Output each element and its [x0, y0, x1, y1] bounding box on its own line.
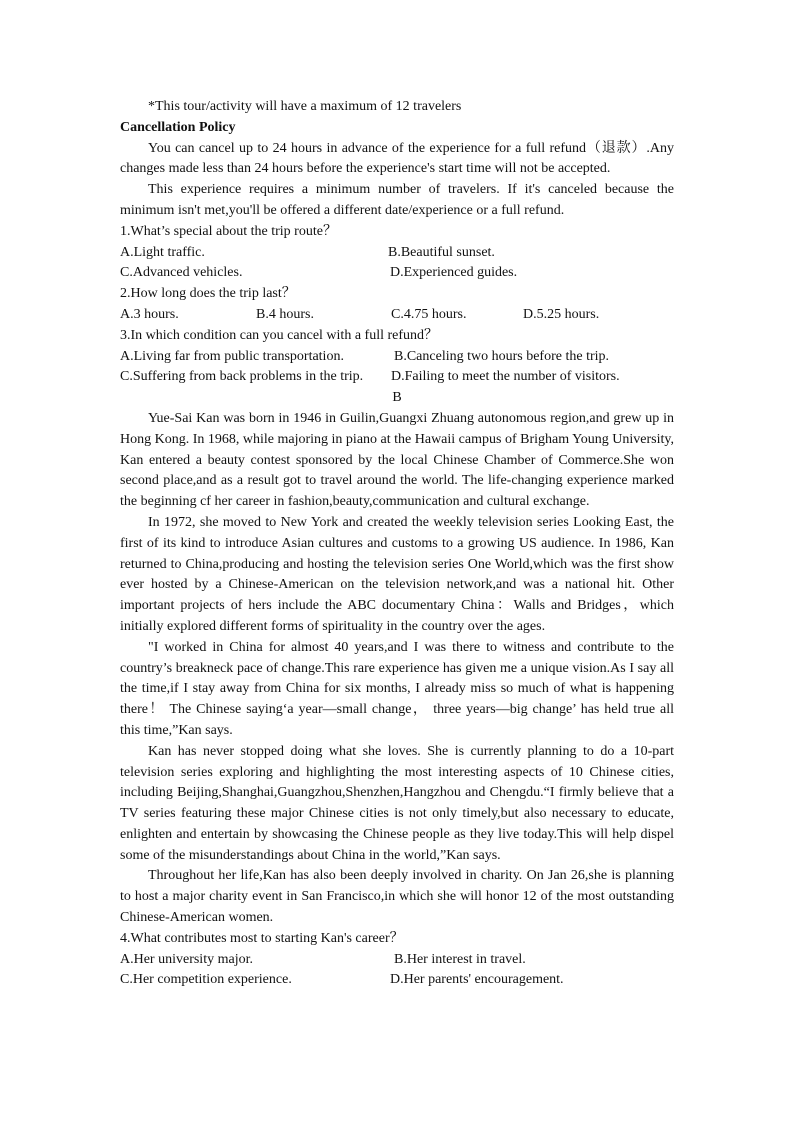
question-3-options-row-1: [120, 347, 674, 368]
cancellation-paragraph-refund: You can cancel up to 24 hours in advance of the experience for a full refund（退款）.Any changes made less than 24 hours before the experience's start time will not be accepted.: [120, 140, 674, 177]
question-2-text: 2.How long does the trip last？: [120, 286, 296, 302]
question-4-option-b: B.Her interest in travel.: [394, 951, 526, 967]
question-1-options-row-2: [120, 263, 674, 284]
section-b-paragraph-3: "I worked in China for almost 40 years,and I was there to witness and contribute to the country’s breakneck pace of change.This rare experience has given me a unique vision.As I say all the time,if I stay away from China for six months, I already miss so much of what is happening there！ The Chinese saying‘a year—small change， three years—big change’ has held true all this time,”Kan says.: [120, 639, 674, 738]
question-3-text: 3.In which condition can you cancel with a full refund？: [120, 327, 439, 343]
question-1-text: 1.What’s special about the trip route？: [120, 223, 337, 239]
question-4-option-c: C.Her competition experience.: [120, 972, 292, 988]
question-3-option-d: D.Failing to meet the number of visitors.: [391, 369, 620, 385]
question-4: [120, 929, 674, 991]
question-3: [120, 326, 674, 388]
question-4-options-row-2: [120, 970, 674, 991]
question-4-options-row-1: [120, 950, 674, 971]
question-4-text: 4.What contributes most to starting Kan's career？: [120, 930, 404, 946]
question-3-option-a: A.Living far from public transportation.: [120, 348, 344, 364]
question-2-options-row: [120, 305, 674, 326]
question-4-option-d: D.Her parents' encouragement.: [390, 972, 564, 988]
tour-max-note: *This tour/activity will have a maximum of 12 travelers: [148, 99, 462, 114]
question-1-option-c: C.Advanced vehicles.: [120, 265, 243, 281]
question-3-options-row-2: [120, 367, 674, 388]
section-b-label: B: [392, 390, 402, 406]
document-content: [120, 97, 674, 991]
question-4-option-a: A.Her university major.: [120, 951, 253, 967]
question-1-options-row-1: [120, 243, 674, 264]
section-b-paragraph-4: Kan has never stopped doing what she loves. She is currently planning to do a 10-part television series exploring and highlighting the most interesting aspects of 10 Chinese cities, including Beijing,Shanghai,Guangzhou,Shenzhen,Hangzhou and Chengdu.“I firmly believe that a TV series featuring these major Chinese cities is not only timely,but also necessary to educate, enlighten and entertain by showcasing the Chinese people as they live today.This will help dispel some of the misunderstandings about China in the world,”Kan says.: [120, 743, 674, 863]
question-3-option-b: B.Canceling two hours before the trip.: [394, 348, 610, 364]
question-1: [120, 222, 674, 284]
question-1-option-a: A.Light traffic.: [120, 244, 205, 260]
question-2-option-b: B.4 hours.: [256, 306, 314, 322]
section-b-paragraph-2: In 1972, she moved to New York and created the weekly television series Looking East, the first of its kind to introduce Asian cultures and customs to a growing US audience. In 1986, Kan returned to China,producing and hosting the television series One World,which was the first show ever hosted by a Chinese-American on the television network,and was a national hit. Other important projects of hers include the ABC documentary China：Walls and Bridges，which initially explored different forms of spirituality in the country over the ages.: [120, 514, 674, 634]
question-2-option-d: D.5.25 hours.: [523, 306, 600, 322]
cancellation-paragraph-minimum: This experience requires a minimum number of travelers. If it's canceled because the minimum isn't met,you'll be offered a different date/experience or a full refund.: [120, 182, 674, 218]
question-1-option-b: B.Beautiful sunset.: [388, 244, 495, 260]
question-1-option-d: D.Experienced guides.: [390, 265, 518, 281]
section-b-paragraph-1: Yue-Sai Kan was born in 1946 in Guilin,Guangxi Zhuang autonomous region,and grew up in Hong Kong. In 1968, while majoring in piano at the Hawaii campus of Brigham Young University, Kan entered a beauty contest sponsored by the local Chinese Chamber of Commerce.She won second place,and as a result got to travel around the world. The life-changing experience marked the beginning cf her career in fashion,beauty,communication and cultural exchange.: [120, 410, 674, 510]
section-b-paragraph-5: Throughout her life,Kan has also been deeply involved in charity. On Jan 26,she is planning to host a major charity event in San Francisco,in which she will honor 12 of the most outstanding Chinese-American women.: [120, 868, 674, 926]
question-2-option-a: A.3 hours.: [120, 306, 179, 322]
question-2-option-c: C.4.75 hours.: [391, 306, 467, 322]
cancellation-policy-heading: Cancellation Policy: [120, 119, 236, 135]
question-3-option-c: C.Suffering from back problems in the trip.: [120, 369, 364, 385]
question-2: [120, 284, 674, 326]
